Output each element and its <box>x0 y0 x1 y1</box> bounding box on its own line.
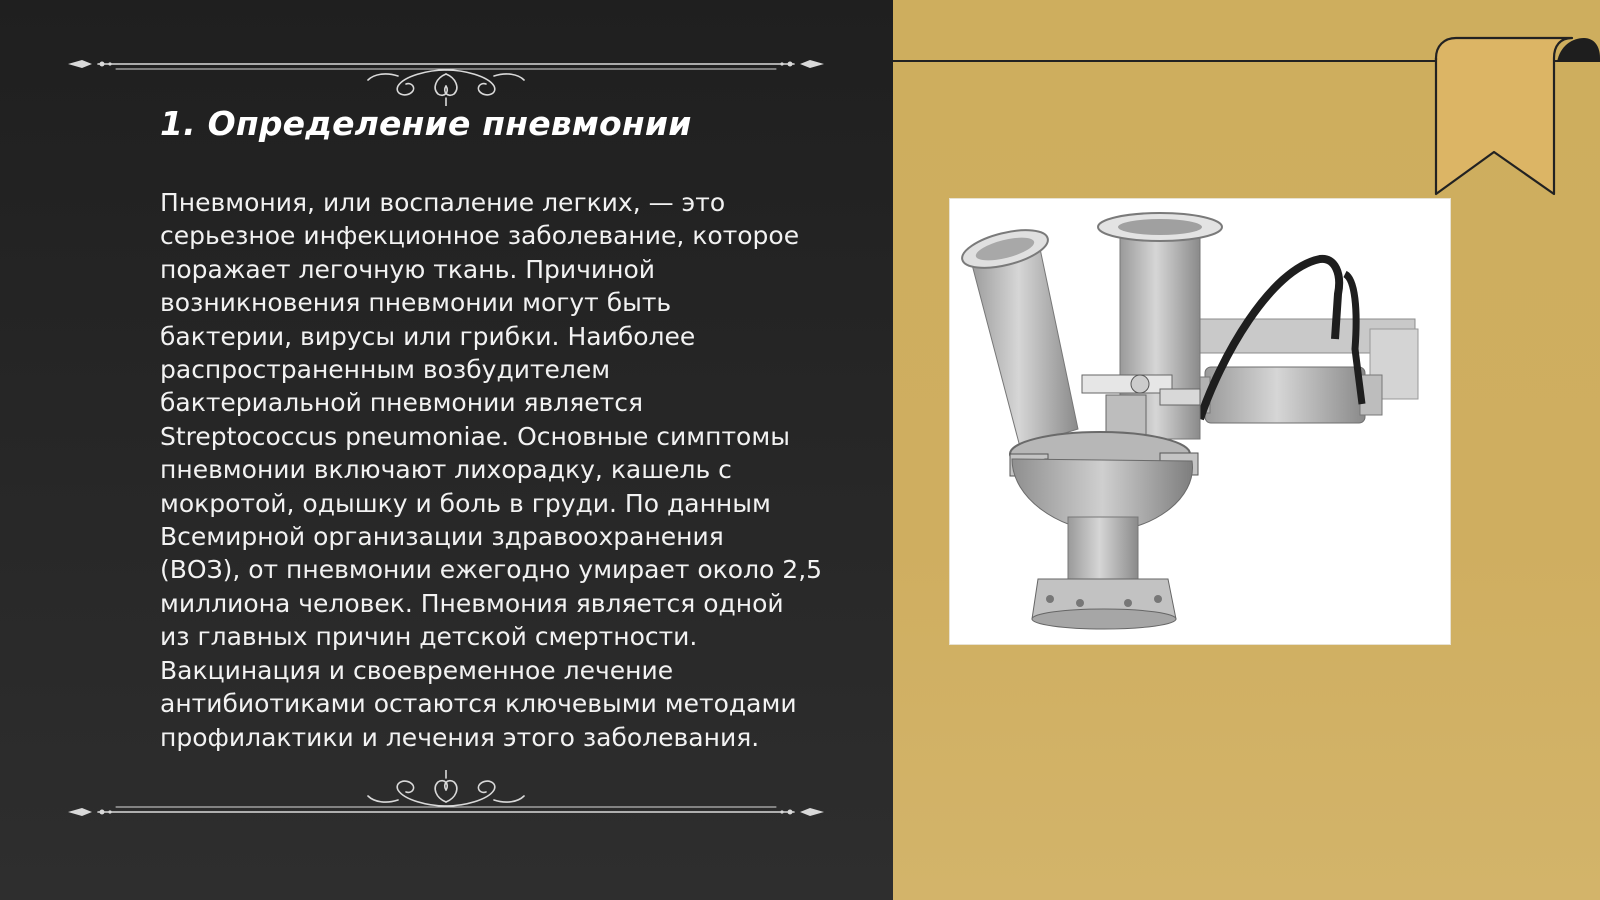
body-line: (ВОЗ), от пневмонии ежегодно умирает около 2,5 <box>160 555 823 585</box>
body-line: пневмонии включают лихорадку, кашель с <box>160 455 732 485</box>
body-line: миллиона человек. Пневмония является одной <box>160 588 784 618</box>
body-line: Пневмония, или воспаление легких, — это <box>160 188 726 217</box>
body-line: распространенным возбудителем <box>160 355 611 385</box>
body-line: из главных причин детской смертности. <box>160 622 698 652</box>
body-line: возникновения пневмонии могут быть <box>160 288 672 318</box>
body-line: серьезное инфекционное заболевание, которое <box>160 221 800 251</box>
top-ornament-divider-icon <box>68 46 824 106</box>
slide-body-text <box>160 186 850 754</box>
equipment-photo <box>950 199 1450 644</box>
body-line: Streptococcus pneumoniae. Основные симптомы <box>160 421 790 451</box>
bottom-ornament-divider-icon <box>68 770 824 830</box>
body-line: бактериальной пневмонии является <box>160 388 644 418</box>
body-line: мокротой, одышку и боль в груди. По данным <box>160 488 771 518</box>
slide-title: 1. Определение пневмонии <box>160 104 692 143</box>
body-line: антибиотиками остаются ключевыми методами <box>160 689 797 719</box>
body-line: бактерии, вирусы или грибки. Наиболее <box>160 321 696 351</box>
industrial-valve-image <box>950 199 1450 644</box>
body-line: Всемирной организации здравоохранения <box>160 522 724 552</box>
body-line: поражает легочную ткань. Причиной <box>160 254 656 284</box>
body-line: профилактики и лечения этого заболевания. <box>160 722 760 752</box>
bookmark-ribbon-icon <box>1432 34 1600 204</box>
body-line: Вакцинация и своевременное лечение <box>160 655 674 685</box>
